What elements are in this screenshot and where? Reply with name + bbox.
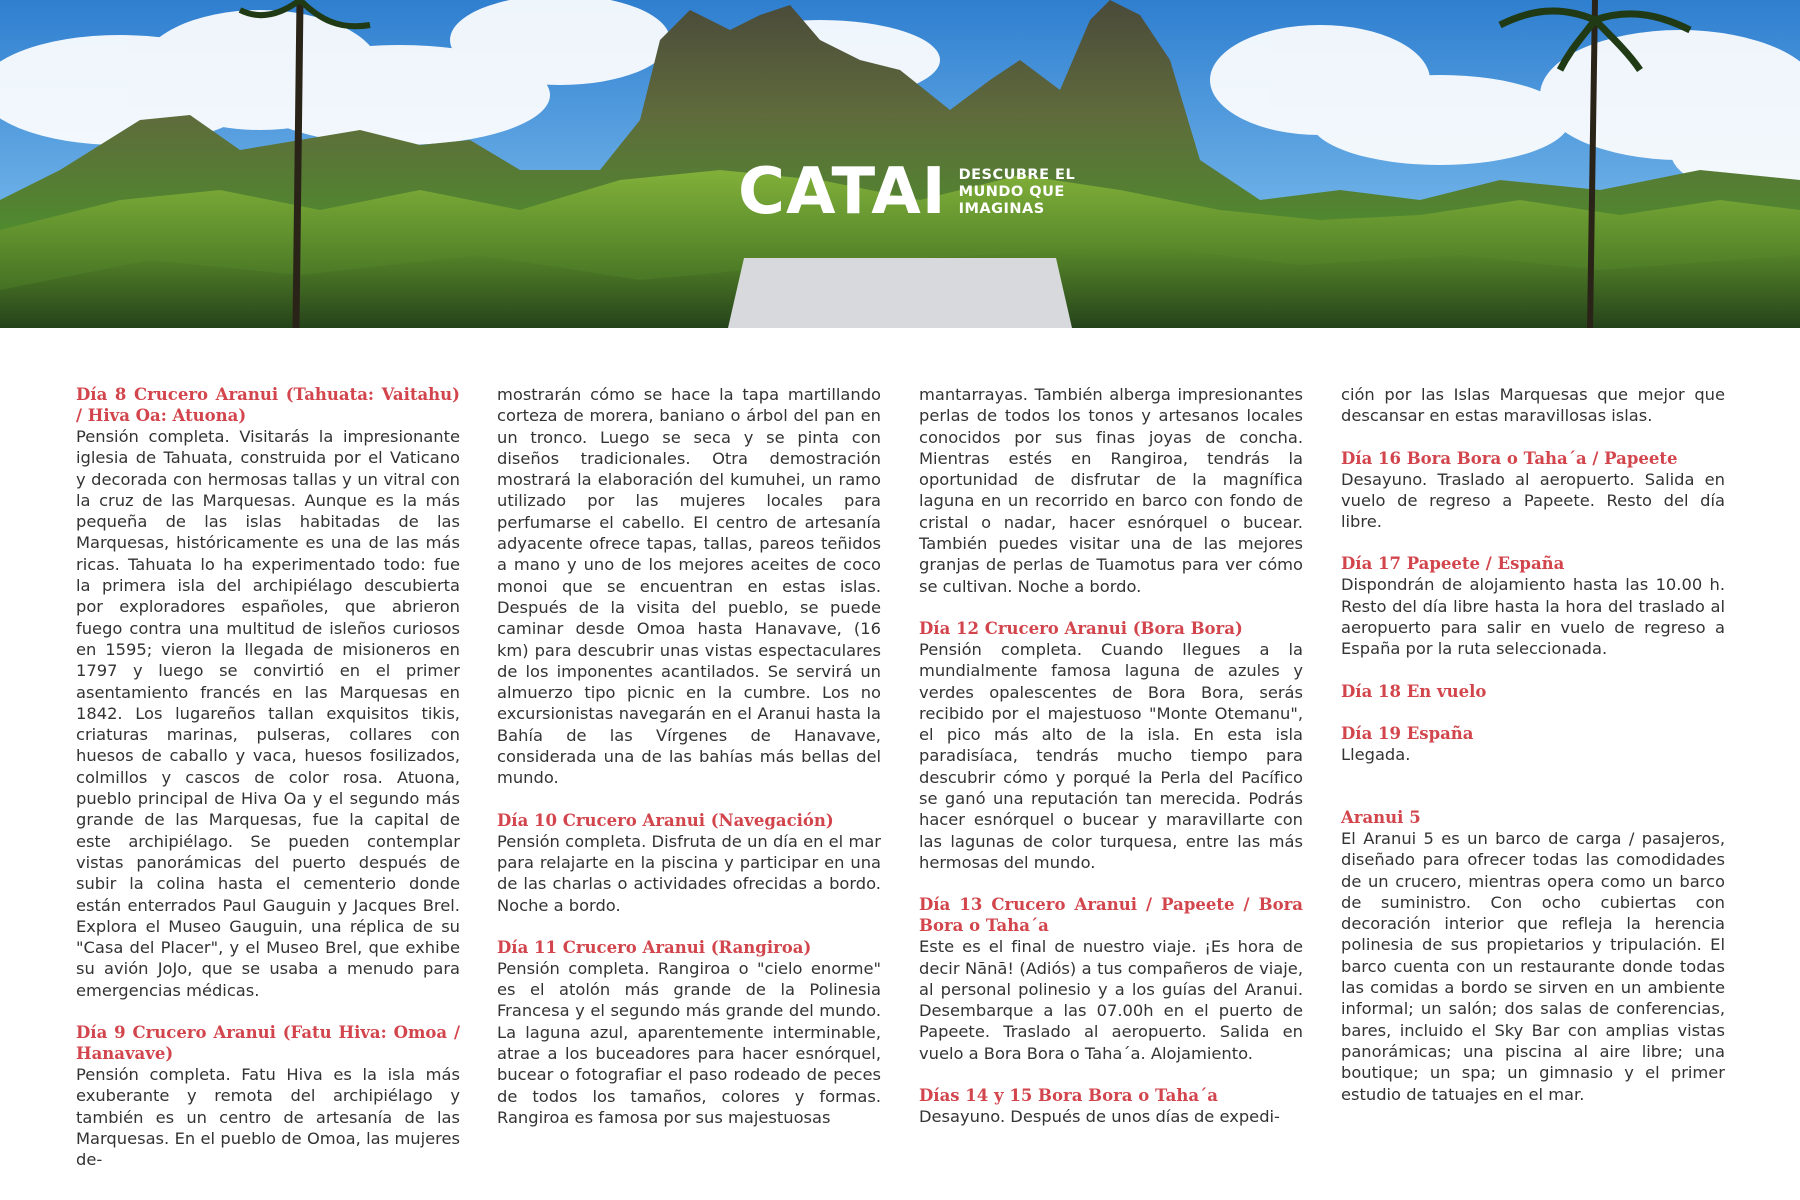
section-text: Desayuno. Traslado al aeropuerto. Salida en vuelo de regreso a Papeete. Resto del día libre.: [1341, 469, 1725, 532]
section-day-17: [1341, 553, 1725, 659]
column-1: [76, 384, 460, 1192]
catai-logo: [738, 155, 1076, 229]
section-day-16: [1341, 448, 1725, 533]
itinerary-columns: [76, 384, 1726, 1170]
section-heading: Día 8 Crucero Aranui (Tahuata: Vaitahu) / Hiva Oa: Atuona): [76, 385, 460, 425]
section-text: Pensión completa. Disfruta de un día en el mar para relajarte en la piscina y participar en una de las charlas o actividades ofrecidas a bordo. Noche a bordo.: [497, 831, 881, 915]
section-day-12: [919, 618, 1303, 873]
section-day-10: [497, 810, 881, 916]
section-text: El Aranui 5 es un barco de carga / pasajeros, diseñado para ofrecer todas las comodidades de un crucero, mientras opera como un barco de suministro. Con ocho cubiertas con decoración interior que refleja la herencia polinesia de sus propietarios y tripulación. El barco cuenta con un restaurante donde todas las comidas a bordo se sirven en un ambiente informal; un salón; dos salas de conferencias, bares, incluido el Sky Bar con amplias vistas panorámicas; una piscina al aire libre; una boutique; un spa; un gimnasio y el primer estudio de tatuajes en el mar.: [1341, 828, 1725, 1104]
section-text: Pensión completa. Rangiroa o "cielo enorme" es el atolón más grande de la Polinesia Francesa y el segundo más grande del mundo. La laguna azul, aparentemente interminable, atrae a los buceadores para hacer esnórquel, bucear o fotografiar el paso rodeado de peces de todos los tamaños, colores y formas. Rangiroa es famosa por sus majestuosas: [497, 958, 881, 1127]
section-heading: Día 10 Crucero Aranui (Navegación): [497, 810, 834, 830]
hero-landscape-photo: [0, 0, 1800, 328]
section-text: mantarrayas. También alberga impresionantes perlas de todos los tonos y artesanos locales conocidos por sus finas joyas de concha. Mientras estés en Rangiroa, tendrás la oportunidad de disfrutar de la magnífica laguna en un recorrido en barco con fondo de cristal o nadar, hacer esnórquel o bucear. También puedes visitar una de las mejores granjas de perlas de Tuamotus para ver cómo se cultivan. Noche a bordo.: [919, 385, 1303, 596]
section-text: Pensión completa. Visitarás la impresionante iglesia de Tahuata, construida por el Vaticano y decorada con hermosas tallas y un vitral con la cruz de las Marquesas. Aunque es la más pequeña de las islas habitadas de las Marquesas, históricamente es una de las más ricas. Tahuata lo ha experimentado todo: fue la primera isla del archipiélago descubierta por exploradores españoles, que abrieron fuego contra una multitud de isleños curiosos en 1595; vieron la llegada de misioneros en 1797 y luego se convirtió en el primer asentamiento francés en las Marquesas en 1842. Los lugareños tallan exquisitos tikis, criaturas marinas, pulseras, collares con huesos de caballo y vaca, huesos fosilizados, colmillos y cascos de color rosa. Atuona, pueblo principal de Hiva Oa y el segundo más grande de las Marquesas, fue la capital de este archipiélago. Se pueden contemplar vistas panorámicas del puerto después de subir la colina hasta el cementerio donde están enterrados Paul Gauguin y Jacques Brel. Explora el Museo Gauguin, una réplica de su "Casa del Placer", y el Museo Brel, que exhibe su avión JoJo, que se usaba a menudo para emergencias médicas.: [76, 427, 460, 1000]
section-heading: Día 17 Papeete / España: [1341, 554, 1565, 574]
section-text: Pensión completa. Cuando llegues a la mundialmente famosa laguna de azules y verdes opalescentes de Bora Bora, serás recibido por el majestuoso "Monte Otemanu", el pico más alto de la isla. En esta isla paradisíaca, tendrás mucho tiempo para descubrir cómo y porqué la Perla del Pacífico se ganó una reputación tan merecida. Podrás hacer esnórquel o bucear y maravillarte con las lagunas de color turquesa, entre las más hermosas del mundo.: [919, 639, 1303, 872]
tagline-line-2: MUNDO QUE: [958, 183, 1065, 200]
section-text: ción por las Islas Marquesas que mejor que descansar en estas maravillosas islas.: [1341, 385, 1725, 426]
section-heading: Aranui 5: [1341, 807, 1421, 827]
section-heading: Día 18 En vuelo: [1341, 681, 1487, 701]
section-day-9: [76, 1022, 460, 1170]
section-text: mostrarán cómo se hace la tapa martillando corteza de morera, baniano o árbol del pan en un tronco. Luego se seca y se pinta con diseños tradicionales. Otra demostración mostrará la elaboración del kumuhei, un ramo utilizado por las mujeres locales para perfumarse el cabello. El centro de artesanía adyacente ofrece tapas, tallas, pareos teñidos a mano y uno de los mejores aceites de coco monoi que se encuentran en estas islas. Después de la visita del pueblo, se puede caminar desde Omoa hasta Hanavave, (16 km) para descubrir unas vistas espectaculares de los imponentes acantilados. Se servirá un almuerzo tipo picnic en la cumbre. Los no excursionistas navegarán en el Aranui hasta la Bahía de las Vírgenes de Hanavave, considerada una de las bahías más bellas del mundo.: [497, 385, 881, 788]
section-heading: Día 13 Crucero Aranui / Papeete / Bora Bora o Taha´a: [919, 895, 1303, 936]
section-day-8: [76, 384, 460, 1001]
tagline-line-3: IMAGINAS: [958, 200, 1045, 217]
column-3: [919, 384, 1303, 1148]
section-heading: Día 16 Bora Bora o Taha´a / Papeete: [1341, 448, 1678, 468]
section-heading: Día 12 Crucero Aranui (Bora Bora): [919, 618, 1243, 638]
section-day-13: [919, 894, 1303, 1064]
section-heading: Días 14 y 15 Bora Bora o Taha´a: [919, 1086, 1218, 1106]
section-day-11-continued: [919, 384, 1303, 597]
column-4: [1341, 384, 1725, 1126]
section-aranui-5: [1341, 807, 1725, 1105]
section-day-9-continued: [497, 384, 881, 789]
logo-wordmark: CATAI: [738, 155, 947, 229]
column-2: [497, 384, 881, 1149]
section-text: Llegada.: [1341, 744, 1411, 764]
section-day-19: [1341, 723, 1725, 765]
section-text: Desayuno. Después de unos días de expedi-: [919, 1107, 1280, 1127]
section-day-18: [1341, 681, 1725, 702]
page-tab-shape: [728, 258, 1072, 328]
logo-tagline: [959, 167, 1076, 218]
section-day-11: [497, 937, 881, 1128]
section-text: Este es el final de nuestro viaje. ¡Es hora de decir Nānā! (Adiós) a tus compañeros de viaje, al personal polinesio y a los guías del Aranui. Desembarque a las 07.00h en el puerto de Papeete. Traslado al aeropuerto. Salida en vuelo a Bora Bora o Taha´a. Alojamiento.: [919, 937, 1303, 1063]
section-text: Dispondrán de alojamiento hasta las 10.00 h. Resto del día libre hasta la hora del traslado al aeropuerto para salir en vuelo de regreso a España por la ruta seleccionada.: [1341, 575, 1725, 659]
tagline-line-1: DESCUBRE EL: [958, 166, 1076, 183]
section-text: Pensión completa. Fatu Hiva es la isla más exuberante y remota del archipiélago y también es un centro de artesanía de las Marquesas. En el pueblo de Omoa, las mujeres de-: [76, 1065, 460, 1170]
section-heading: Día 19 España: [1341, 723, 1474, 743]
section-heading: Día 11 Crucero Aranui (Rangiroa): [497, 937, 812, 957]
section-days-14-15-continued: [1341, 384, 1725, 427]
section-days-14-15: [919, 1085, 1303, 1127]
section-heading: Día 9 Crucero Aranui (Fatu Hiva: Omoa / Hanavave): [76, 1023, 460, 1064]
